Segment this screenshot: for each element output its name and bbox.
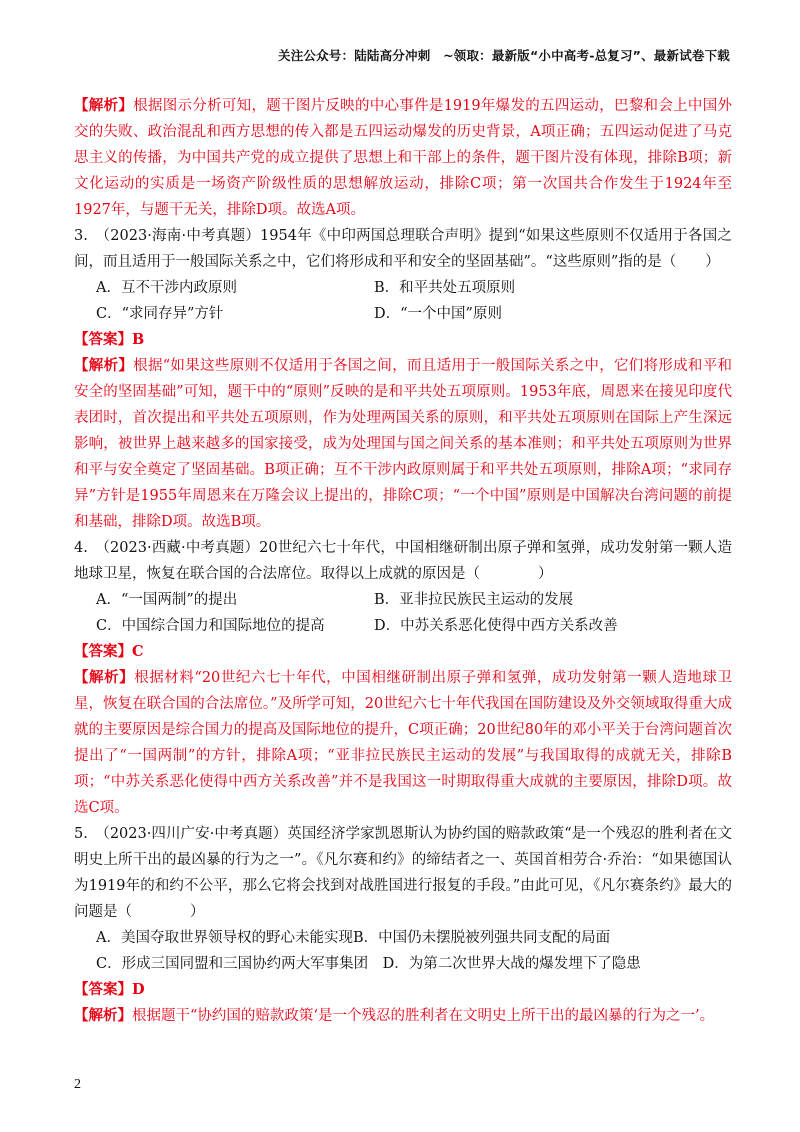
question-3-answer: [74, 327, 732, 353]
analysis-tag: 【解析】: [74, 97, 134, 114]
option-c: C．形成三国同盟和三国协约两大军事集团: [96, 956, 369, 972]
question-5-options: [74, 925, 732, 977]
answer-tag: 【答案】: [74, 981, 132, 998]
option-c: C．“求同存异”方针: [96, 306, 224, 322]
answer-tag: 【答案】: [74, 331, 132, 348]
option-b: B．中国仍未摆脱被列强共同支配的局面: [352, 930, 611, 946]
analysis-q2: [74, 93, 732, 223]
option-d: D．为第二次世界大战的爆发埋下了隐患: [382, 956, 641, 972]
page-header: 关注公众号：陆陆高分冲刺 ~领取：最新版“小中高考-总复习”、最新试卷下载: [278, 48, 730, 63]
option-row-ab: [96, 925, 732, 951]
option-a: A．互不干涉内政原则: [96, 280, 237, 296]
question-5-answer: [74, 977, 732, 1003]
answer-value: D: [132, 981, 145, 998]
option-a: A．“一国两制”的提出: [96, 592, 238, 608]
answer-tag: 【答案】: [74, 643, 132, 660]
option-c: C．中国综合国力和国际地位的提高: [96, 618, 325, 634]
option-d: D．中苏关系恶化使得中西方关系改善: [374, 618, 618, 634]
option-b: B．亚非拉民族民主运动的发展: [374, 592, 574, 608]
analysis-tag: 【解析】: [74, 1007, 132, 1024]
answer-value: B: [132, 331, 145, 348]
analysis-text: 根据图示分析可知，题干图片反映的中心事件是1919年爆发的五四运动，巴黎和会上中国外交的失败、政治混乱和西方思想的传入都是五四运动爆发的历史背景，A项正确；五四运动促进了马克思主义的传播，为中国共产党的成立提供了思想上和干部上的条件，题干图片没有体现，排除B项；新文化运动的实质是一场资产阶级性质的思想解放运动，排除C项；第一次国共合作发生于1924年至1927年，与题干无关，排除D项。故选A项。: [74, 98, 732, 218]
question-5-analysis: [74, 1003, 732, 1029]
analysis-text: 根据题干“协约国的赔款政策‘是一个残忍的胜利者在文明史上所干出的最凶暴的行为之一’。: [132, 1008, 715, 1024]
option-d: D．“一个中国”原则: [374, 306, 502, 322]
document-body: [74, 93, 732, 1029]
question-4-answer: [74, 639, 732, 665]
question-5-stem: 5. （2023·四川广安·中考真题）英国经济学家凯恩斯认为协约国的赔款政策“是一个残忍的胜利者在文明史上所干出的最凶暴的行为之一”。《凡尔赛和约》的缔结者之一、英国首相劳合·乔治：“如果德国认为1919年的和约不公平，那么它将会找到对战胜国进行报复的手段。”由此可见，《凡尔赛条约》最大的问题是（ ）: [74, 826, 732, 920]
question-3-analysis: [74, 353, 732, 535]
analysis-tag: 【解析】: [74, 669, 135, 686]
option-row-cd: [96, 951, 732, 977]
question-3-stem: 3. （2023·海南·中考真题）1954年《中印两国总理联合声明》提到“如果这些原则不仅适用于各国之间，而且适用于一般国际关系之中，它们将形成和平和安全的坚固基础”。“这些原则”指的是（ ）: [74, 228, 732, 270]
question-4-analysis: [74, 665, 732, 821]
page-number: 2: [74, 1077, 81, 1092]
option-a: A．美国夺取世界领导权的野心未能实现: [96, 930, 353, 946]
answer-value: C: [132, 643, 144, 660]
analysis-tag: 【解析】: [74, 357, 134, 374]
question-3-options: [74, 275, 732, 327]
question-4-stem: 4. （2023·西藏·中考真题）20世纪六七十年代，中国相继研制出原子弹和氢弹，成功发射第一颗人造地球卫星，恢复在联合国的合法席位。取得以上成就的原因是（ ）: [74, 540, 732, 582]
analysis-text: 根据“如果这些原则不仅适用于各国之间，而且适用于一般国际关系之中，它们将形成和平和安全的坚固基础”可知，题干中的“原则”反映的是和平共处五项原则。1953年底，周恩来在接见印度代表团时，首次提出和平共处五项原则，作为处理两国关系的原则，和平共处五项原则在国际上产生深远影响，被世界上越来越多的国家接受，成为处理国与国之间关系的基本准则；和平共处五项原则为世界和平与安全奠定了坚固基础。B项正确；互不干涉内政原则属于和平共处五项原则，排除A项；“求同存异”方针是1955年周恩来在万隆会议上提出的，排除C项；“一个中国”原则是中国解决台湾问题的前提和基础，排除D项。故选B项。: [74, 358, 733, 530]
option-b: B．和平共处五项原则: [374, 280, 516, 296]
question-4-options: [74, 587, 732, 639]
analysis-text: 根据材料“20世纪六七十年代，中国相继研制出原子弹和氢弹，成功发射第一颗人造地球卫星，恢复在联合国的合法席位。”及所学可知，20世纪六七十年代我国在国防建设及外交领域取得重大成就的主要原因是综合国力的提高及国际地位的提升，C项正确；20世纪80年的邓小平关于台湾问题首次提出了“一国两制”的方针，排除A项；“亚非拉民族民主运动的发展”与我国取得的成就无关，排除B项；“中苏关系恶化使得中西方关系改善”并不是我国这一时期取得重大成就的主要原因，排除D项。故选C项。: [74, 670, 732, 816]
